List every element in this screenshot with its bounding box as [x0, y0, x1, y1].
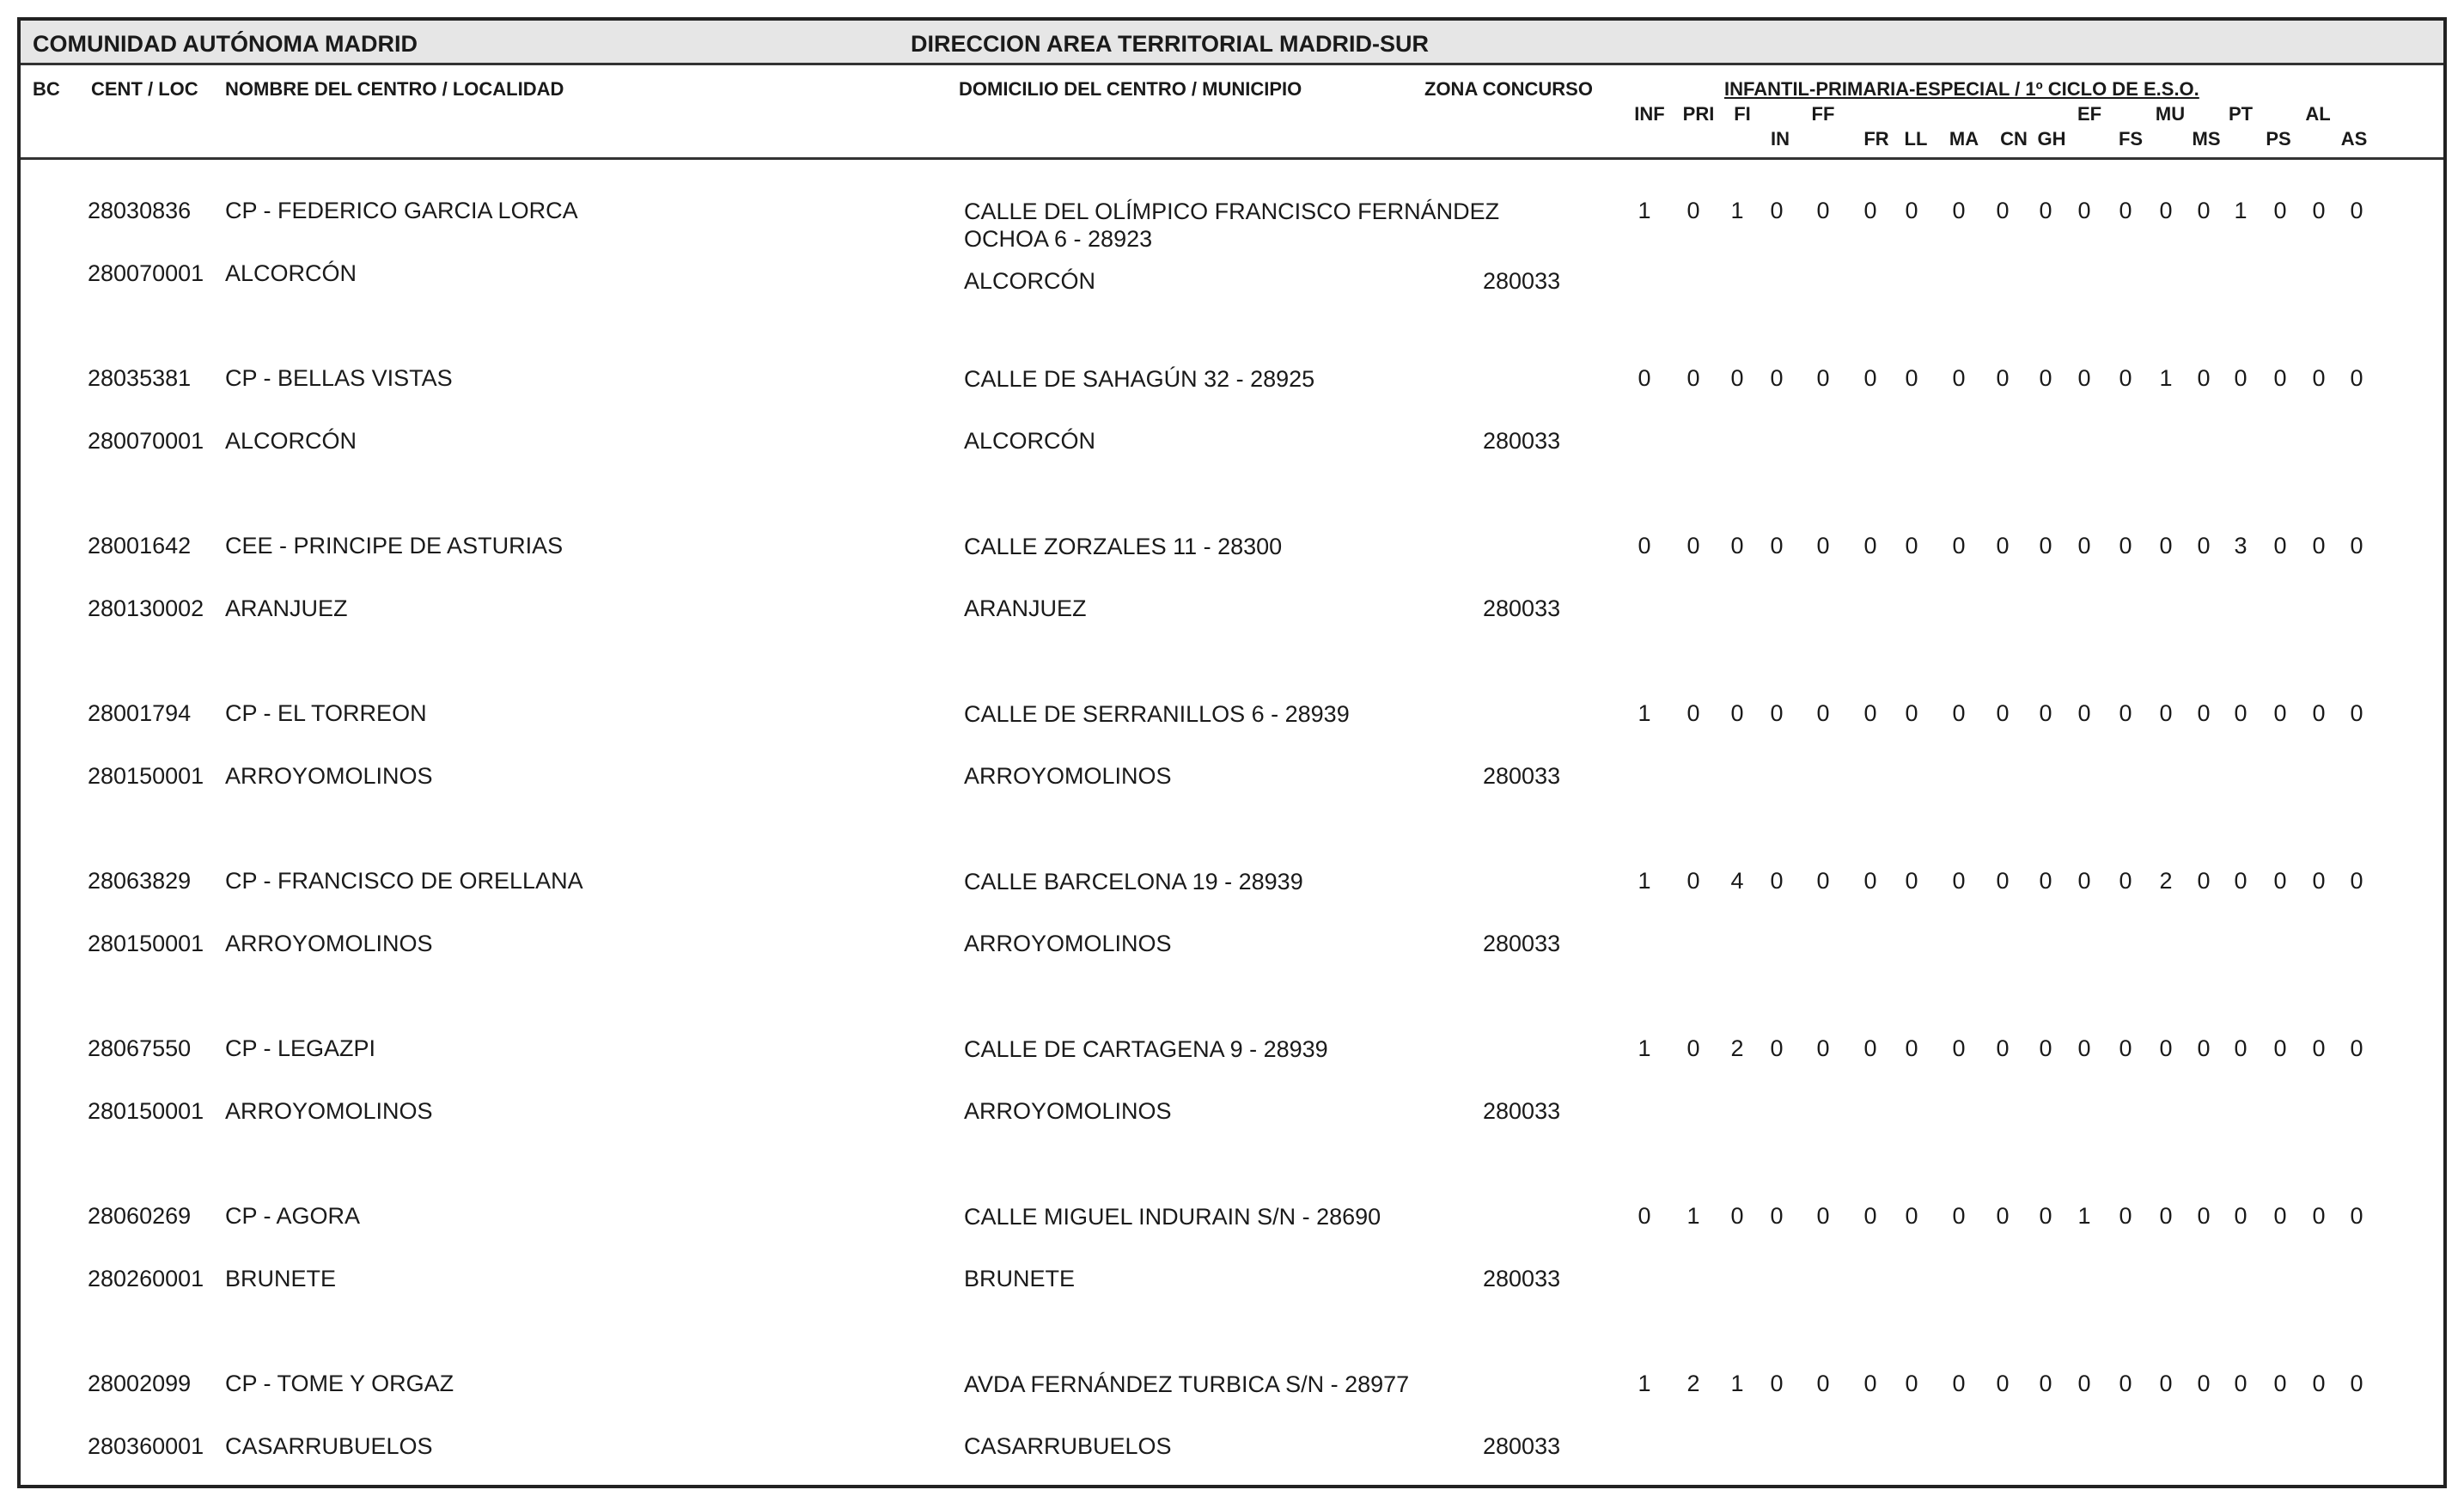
center-address: CALLE BARCELONA 19 - 28939	[964, 869, 1303, 894]
center-name: CP - FEDERICO GARCIA LORCA	[225, 198, 578, 223]
locality-name: ALCORCÓN	[225, 428, 357, 454]
municipality: ARANJUEZ	[964, 595, 1087, 621]
title-bar	[21, 21, 2443, 65]
zone-code: 280033	[1483, 1266, 1561, 1291]
center-name: CP - EL TORREON	[225, 700, 427, 726]
column-header: BC CENT / LOC NOMBRE DEL CENTRO / LOCALIDAD DOMICILIO DEL CENTRO / MUNICIPIO ZONA CONCURSO INFANTIL-PRIMARIA-ESPECIAL / 1º CICLO DE E.S.O. INF PRI FI FF EF MU PT AL IN FR LL MA CN GH FS MS PS AS	[21, 65, 2443, 160]
zone-code: 280033	[1483, 595, 1561, 621]
locality-code: 280150001	[88, 931, 204, 956]
record-row: 28063829 CP - FRANCISCO DE ORELLANA CALLE BARCELONA 19 - 28939 280150001 ARROYOMOLINOS ARROYOMOLINOS 280033 1 0 4 0 0 0 0 0 0 0 0 0 2 0 0 0 0 0	[88, 868, 2363, 956]
record-row: 28030836 CP - FEDERICO GARCIA LORCA CALLE DEL OLÍMPICO FRANCISCO FERNÁNDEZ OCHOA 6 - 28923 280070001 ALCORCÓN ALCORCÓN 280033 1 0 1 0 0 0 0 0 0 0 0 0 0 0 1 0 0 0	[88, 198, 2363, 294]
municipality: BRUNETE	[964, 1266, 1076, 1291]
municipality: CASARRUBUELOS	[964, 1433, 1172, 1459]
locality-code: 280360001	[88, 1433, 204, 1459]
center-code: 28030836	[88, 198, 192, 223]
header-group-title: INFANTIL-PRIMARIA-ESPECIAL / 1º CICLO DE E.S.O.	[1724, 78, 2199, 100]
center-address: CALLE MIGUEL INDURAIN S/N - 28690	[964, 1204, 1381, 1230]
header-cent-loc: CENT / LOC	[91, 78, 198, 100]
center-name: CP - BELLAS VISTAS	[225, 365, 453, 391]
municipality: ARROYOMOLINOS	[964, 1098, 1172, 1124]
zone-code: 280033	[1483, 1098, 1561, 1124]
locality-name: ALCORCÓN	[225, 260, 357, 286]
center-code: 28002099	[88, 1371, 192, 1396]
locality-name: ARROYOMOLINOS	[225, 931, 433, 956]
center-code: 28001642	[88, 533, 192, 559]
center-name: CP - LEGAZPI	[225, 1035, 376, 1061]
record-row: 28001794 CP - EL TORREON CALLE DE SERRANILLOS 6 - 28939 280150001 ARROYOMOLINOS ARROYOMOLINOS 280033 1 0 0 0 0 0 0 0 0 0 0 0 0 0 0 0 0 0	[88, 700, 2363, 789]
zone-code: 280033	[1483, 268, 1561, 294]
zone-code: 280033	[1483, 1433, 1561, 1459]
record-row: 28067550 CP - LEGAZPI CALLE DE CARTAGENA 9 - 28939 280150001 ARROYOMOLINOS ARROYOMOLINOS 280033 1 0 2 0 0 0 0 0 0 0 0 0 0 0 0 0 0 0	[88, 1035, 2363, 1124]
header-nombre: NOMBRE DEL CENTRO / LOCALIDAD	[225, 78, 564, 100]
locality-name: CASARRUBUELOS	[225, 1433, 433, 1459]
zone-code: 280033	[1483, 428, 1561, 454]
municipality: ARROYOMOLINOS	[964, 931, 1172, 956]
locality-code: 280150001	[88, 1098, 204, 1124]
record-row: 28035381 CP - BELLAS VISTAS CALLE DE SAHAGÚN 32 - 28925 280070001 ALCORCÓN ALCORCÓN 280033 0 0 0 0 0 0 0 0 0 0 0 0 1 0 0 0 0 0	[88, 365, 2363, 454]
record-row: 28002099 CP - TOME Y ORGAZ AVDA FERNÁNDEZ TURBICA S/N - 28977 280360001 CASARRUBUELOS CASARRUBUELOS 280033 1 2 1 0 0 0 0 0 0 0 0 0 0 0 0 0 0 0	[88, 1371, 2363, 1459]
locality-name: ARROYOMOLINOS	[225, 1098, 433, 1124]
center-address: CALLE DE CARTAGENA 9 - 28939	[964, 1036, 1328, 1062]
center-code: 28063829	[88, 868, 192, 894]
report-frame	[17, 17, 2447, 1488]
center-name: CP - TOME Y ORGAZ	[225, 1371, 454, 1396]
center-address: CALLE ZORZALES 11 - 28300	[964, 534, 1283, 559]
zone-code: 280033	[1483, 931, 1561, 956]
header-domicilio: DOMICILIO DEL CENTRO / MUNICIPIO	[959, 78, 1302, 100]
center-code: 28001794	[88, 700, 192, 726]
center-address: CALLE DE SERRANILLOS 6 - 28939	[964, 701, 1350, 727]
center-name: CP - AGORA	[225, 1203, 361, 1229]
center-code: 28060269	[88, 1203, 192, 1229]
header-bc: BC	[33, 78, 60, 100]
center-name: CEE - PRINCIPE DE ASTURIAS	[225, 533, 564, 559]
zone-code: 280033	[1483, 763, 1561, 789]
center-name: CP - FRANCISCO DE ORELLANA	[225, 868, 583, 894]
center-address: CALLE DE SAHAGÚN 32 - 28925	[964, 366, 1315, 392]
community-title: COMUNIDAD AUTÓNOMA MADRID	[33, 31, 418, 57]
municipality: ALCORCÓN	[964, 428, 1096, 454]
locality-name: BRUNETE	[225, 1266, 337, 1291]
center-address: AVDA FERNÁNDEZ TURBICA S/N - 28977	[964, 1371, 1410, 1397]
record-row: 28060269 CP - AGORA CALLE MIGUEL INDURAIN S/N - 28690 280260001 BRUNETE BRUNETE 280033 0 1 0 0 0 0 0 0 0 0 1 0 0 0 0 0 0 0	[88, 1203, 2363, 1291]
locality-code: 280150001	[88, 763, 204, 789]
locality-name: ARROYOMOLINOS	[225, 763, 433, 789]
locality-name: ARANJUEZ	[225, 595, 348, 621]
direction-title: DIRECCION AREA TERRITORIAL MADRID-SUR	[911, 31, 1430, 57]
center-code: 28067550	[88, 1035, 192, 1061]
header-zona: ZONA CONCURSO	[1424, 78, 1593, 100]
record-row: 28001642 CEE - PRINCIPE DE ASTURIAS CALLE ZORZALES 11 - 28300 280130002 ARANJUEZ ARANJUEZ 280033 0 0 0 0 0 0 0 0 0 0 0 0 0 0 3 0 0 0	[88, 533, 2363, 621]
locality-code: 280070001	[88, 260, 204, 286]
center-address: CALLE DEL OLÍMPICO FRANCISCO FERNÁNDEZ OCHOA 6 - 28923	[964, 198, 1500, 252]
municipality: ARROYOMOLINOS	[964, 763, 1172, 789]
municipality: ALCORCÓN	[964, 268, 1096, 294]
locality-code: 280130002	[88, 595, 204, 621]
center-code: 28035381	[88, 365, 192, 391]
locality-code: 280070001	[88, 428, 204, 454]
locality-code: 280260001	[88, 1266, 204, 1291]
